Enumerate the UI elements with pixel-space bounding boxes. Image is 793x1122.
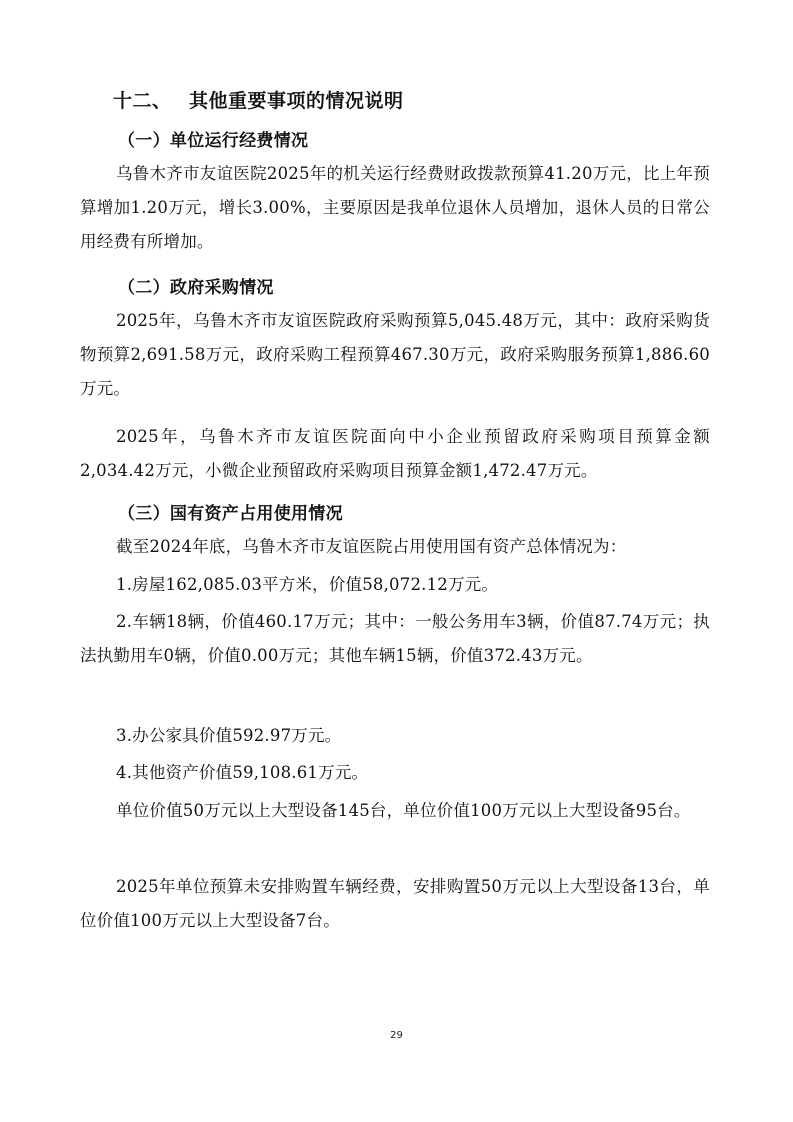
paragraph-assets-furniture: 3.办公家具价值592.97万元。: [116, 726, 342, 745]
paragraph-procurement-budget: 2025年，乌鲁木齐市友谊医院政府采购预算5,045.48万元，其中：政府采购货物预算2,691.58万元，政府采购工程预算467.30万元，政府采购服务预算1,886.60万元。: [80, 311, 710, 398]
paragraph-assets-buildings: 1.房屋162,085.03平方米，价值58,072.12万元。: [116, 575, 499, 594]
paragraph-procurement-sme: 2025年，乌鲁木齐市友谊医院面向中小企业预留政府采购项目预算金额2,034.42万元，小微企业预留政府采购项目预算金额1,472.47万元。: [80, 427, 710, 480]
subheading-state-assets: （三）国有资产占用使用情况: [118, 504, 343, 524]
subheading-government-procurement: （二）政府采购情况: [118, 278, 274, 298]
section-number: 十二、: [113, 90, 172, 112]
paragraph-equipment-purchase: 2025年单位预算未安排购置车辆经费，安排购置50万元以上大型设备13台，单位价值100万元以上大型设备7台。: [80, 877, 710, 930]
subheading-operating-expenses: （一）单位运行经费情况: [118, 131, 309, 151]
paragraph-assets-other: 4.其他资产价值59,108.61万元。: [116, 763, 369, 782]
paragraph-assets-intro: 截至2024年底，乌鲁木齐市友谊医院占用使用国有资产总体情况为：: [116, 537, 627, 556]
paragraph-operating-expenses: 乌鲁木齐市友谊医院2025年的机关运行经费财政拨款预算41.20万元，比上年预算增加1.20万元，增长3.00%，主要原因是我单位退休人员增加，退休人员的日常公用经费有所增加。: [80, 164, 710, 251]
section-title: 其他重要事项的情况说明: [189, 90, 404, 112]
paragraph-assets-vehicles: 2.车辆18辆，价值460.17万元；其中：一般公务用车3辆，价值87.74万元；执法执勤用车0辆，价值0.00万元；其他车辆15辆，价值372.43万元。: [80, 612, 710, 665]
paragraph-large-equipment: 单位价值50万元以上大型设备145台，单位价值100万元以上大型设备95台。: [116, 801, 691, 820]
section-heading: [113, 86, 404, 113]
page-number: 29: [390, 1030, 403, 1041]
